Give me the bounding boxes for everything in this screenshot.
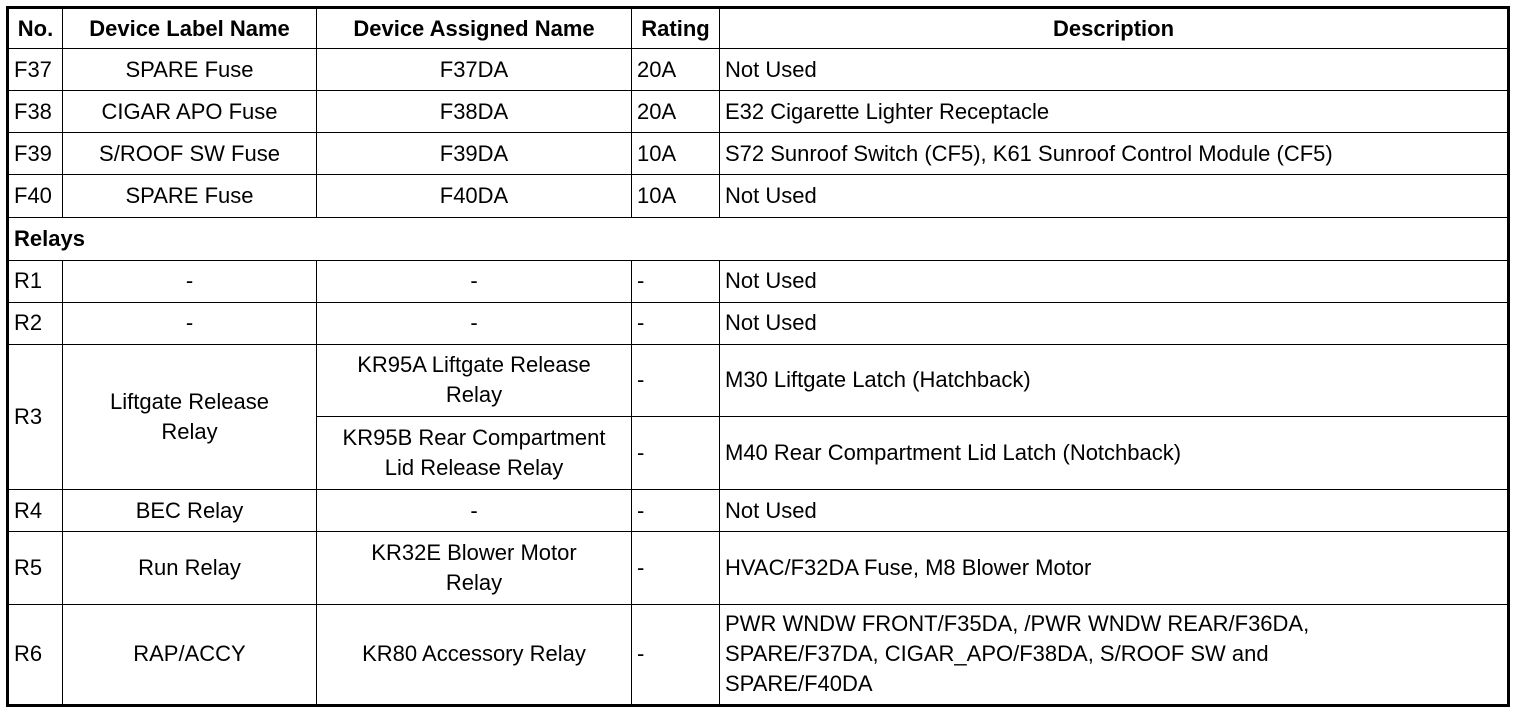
cell-assigned: F37DA [317, 49, 632, 91]
cell-no: F40 [8, 175, 63, 217]
cell-description: Not Used [720, 175, 1509, 217]
cell-assigned: - [317, 302, 632, 344]
cell-rating: 20A [632, 91, 720, 133]
header-rating: Rating [632, 8, 720, 49]
table-row [8, 260, 1509, 302]
cell-rating: 20A [632, 49, 720, 91]
cell-assigned: F38DA [317, 91, 632, 133]
cell-assigned: KR80 Accessory Relay [317, 604, 632, 705]
cell-label: Run Relay [63, 532, 317, 604]
cell-assigned [317, 532, 632, 604]
cell-no: F37 [8, 49, 63, 91]
cell-no: R2 [8, 302, 63, 344]
header-description: Description [720, 8, 1509, 49]
cell-label: BEC Relay [63, 490, 317, 532]
cell-description: Not Used [720, 302, 1509, 344]
cell-no: R4 [8, 490, 63, 532]
cell-label: SPARE Fuse [63, 175, 317, 217]
cell-label: - [63, 302, 317, 344]
cell-no: F39 [8, 133, 63, 175]
cell-assigned-line: Lid Release Relay [384, 455, 564, 481]
table-row [8, 175, 1509, 217]
cell-description: E32 Cigarette Lighter Receptacle [720, 91, 1509, 133]
table-row [8, 490, 1509, 532]
cell-label-line: Liftgate Release [110, 389, 269, 415]
cell-assigned-line: Relay [445, 382, 503, 408]
table-row [8, 302, 1509, 344]
cell-assigned: - [317, 490, 632, 532]
cell-rating: - [632, 532, 720, 604]
table-row [8, 91, 1509, 133]
cell-label: RAP/ACCY [63, 604, 317, 705]
cell-no: R3 [8, 344, 63, 489]
cell-description: M30 Liftgate Latch (Hatchback) [720, 344, 1509, 416]
cell-description: M40 Rear Compartment Lid Latch (Notchback) [720, 417, 1509, 490]
cell-rating: - [632, 260, 720, 302]
header-device-assigned-name: Device Assigned Name [317, 8, 632, 49]
cell-assigned-line: KR95A Liftgate Release [357, 352, 591, 378]
header-no: No. [8, 8, 63, 49]
cell-description-line: SPARE/F40DA [725, 671, 873, 697]
section-row-relays [8, 217, 1509, 260]
table-row [8, 133, 1509, 175]
table-row [8, 344, 1509, 416]
cell-description: Not Used [720, 260, 1509, 302]
cell-label-line: Relay [161, 419, 218, 445]
cell-assigned: - [317, 260, 632, 302]
cell-description-line: PWR WNDW FRONT/F35DA, /PWR WNDW REAR/F36DA, [725, 611, 1310, 637]
cell-rating: 10A [632, 175, 720, 217]
cell-no: F38 [8, 91, 63, 133]
cell-no: R1 [8, 260, 63, 302]
table-row [8, 532, 1509, 604]
cell-rating: - [632, 302, 720, 344]
cell-description-line: SPARE/F37DA, CIGAR_APO/F38DA, S/ROOF SW and [725, 641, 1269, 667]
cell-assigned [317, 417, 632, 490]
cell-label: SPARE Fuse [63, 49, 317, 91]
header-row [8, 8, 1509, 49]
cell-assigned-line: KR95B Rear Compartment [342, 425, 606, 451]
cell-description: Not Used [720, 490, 1509, 532]
cell-rating: - [632, 417, 720, 490]
cell-rating: - [632, 490, 720, 532]
cell-assigned-line: Relay [445, 570, 503, 596]
cell-no: R6 [8, 604, 63, 705]
cell-label: S/ROOF SW Fuse [63, 133, 317, 175]
cell-assigned: F39DA [317, 133, 632, 175]
cell-label [63, 344, 317, 489]
section-heading-relays: Relays [8, 217, 1509, 260]
cell-rating: - [632, 344, 720, 416]
cell-description [720, 604, 1509, 705]
cell-label: CIGAR APO Fuse [63, 91, 317, 133]
cell-assigned [317, 344, 632, 416]
cell-rating: 10A [632, 133, 720, 175]
cell-no: R5 [8, 532, 63, 604]
cell-description: Not Used [720, 49, 1509, 91]
table-row [8, 49, 1509, 91]
cell-assigned: F40DA [317, 175, 632, 217]
cell-assigned-line: KR32E Blower Motor [371, 540, 577, 566]
cell-description: HVAC/F32DA Fuse, M8 Blower Motor [720, 532, 1509, 604]
cell-description: S72 Sunroof Switch (CF5), K61 Sunroof Control Module (CF5) [720, 133, 1509, 175]
table-row [8, 604, 1509, 705]
header-device-label-name: Device Label Name [63, 8, 317, 49]
cell-label: - [63, 260, 317, 302]
fuse-relay-table [6, 6, 1510, 707]
cell-rating: - [632, 604, 720, 705]
